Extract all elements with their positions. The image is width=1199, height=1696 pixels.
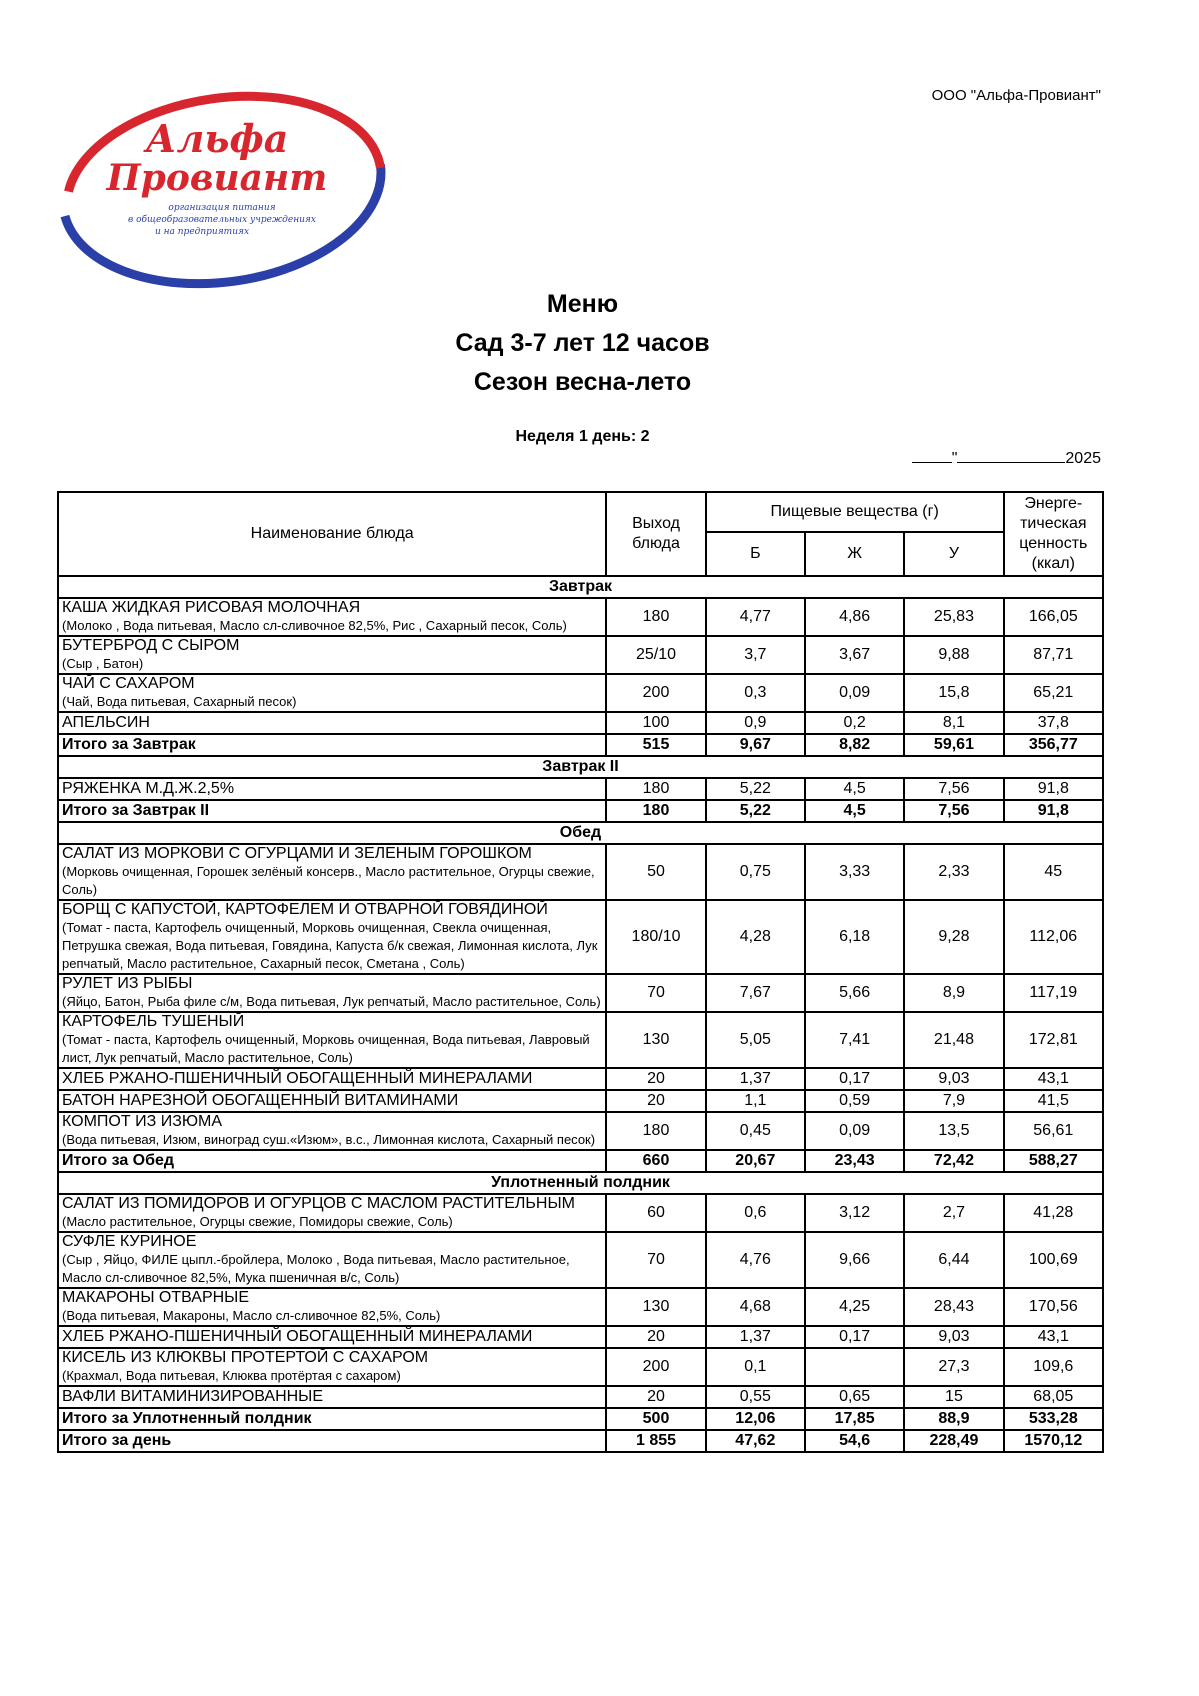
header-u: У — [904, 532, 1003, 576]
company-logo — [52, 80, 392, 295]
section-total-row — [58, 1408, 1103, 1430]
dish-b: 0,45 — [706, 1112, 805, 1150]
dish-title: САЛАТ ИЗ МОРКОВИ С ОГУРЦАМИ И ЗЕЛЕНЫМ ГОРОШКОМ — [62, 845, 532, 862]
dish-kcal: 100,69 — [1004, 1232, 1103, 1288]
dish-kcal: 43,1 — [1004, 1326, 1103, 1348]
date-quote: " — [951, 450, 958, 467]
dish-ingredients: (Масло растительное, Огурцы свежие, Помидоры свежие, Соль) — [62, 1214, 453, 1229]
dish-row — [58, 636, 1103, 674]
dish-u: 15,8 — [904, 674, 1003, 712]
dish-b: 4,68 — [706, 1288, 805, 1326]
dish-kcal: 166,05 — [1004, 598, 1103, 636]
dish-u: 27,3 — [904, 1348, 1003, 1386]
logo-tagline2: в общеобразовательных учреждениях — [128, 215, 316, 225]
dish-u: 21,48 — [904, 1012, 1003, 1068]
dish-row — [58, 1288, 1103, 1326]
total-out: 515 — [606, 734, 705, 756]
dish-title: ВАФЛИ ВИТАМИНИЗИРОВАННЫЕ — [62, 1388, 324, 1405]
dish-kcal: 91,8 — [1004, 778, 1103, 800]
section-row — [58, 576, 1103, 598]
dish-u: 8,1 — [904, 712, 1003, 734]
dish-cell — [58, 1012, 606, 1068]
dish-kcal: 41,5 — [1004, 1090, 1103, 1112]
dish-b: 1,37 — [706, 1326, 805, 1348]
total-u: 59,61 — [904, 734, 1003, 756]
dish-row — [58, 1194, 1103, 1232]
dish-zh: 3,33 — [805, 844, 904, 900]
dish-row — [58, 974, 1103, 1012]
total-b: 9,67 — [706, 734, 805, 756]
dish-cell — [58, 1090, 606, 1112]
dish-row — [58, 1112, 1103, 1150]
dish-ingredients: (Чай, Вода питьевая, Сахарный песок) — [62, 694, 297, 709]
dish-row — [58, 844, 1103, 900]
dish-ingredients: (Вода питьевая, Изюм, виноград суш.«Изюм», в.с., Лимонная кислота, Сахарный песок) — [62, 1132, 596, 1147]
dish-out: 20 — [606, 1326, 705, 1348]
dish-zh: 0,2 — [805, 712, 904, 734]
dish-cell — [58, 636, 606, 674]
date-blank-month — [957, 448, 1065, 463]
dish-kcal: 45 — [1004, 844, 1103, 900]
dish-title: РЯЖЕНКА М.Д.Ж.2,5% — [62, 780, 235, 797]
header-output: Выход блюда — [606, 492, 705, 576]
total-zh: 17,85 — [805, 1408, 904, 1430]
dish-zh: 7,41 — [805, 1012, 904, 1068]
dish-title: АПЕЛЬСИН — [62, 714, 150, 731]
dish-out: 180 — [606, 1112, 705, 1150]
total-b: 5,22 — [706, 800, 805, 822]
dish-b: 0,55 — [706, 1386, 805, 1408]
week-day-label: Неделя 1 день: 2 — [515, 428, 650, 445]
dish-u: 8,9 — [904, 974, 1003, 1012]
dish-title: КАРТОФЕЛЬ ТУШЕНЫЙ — [62, 1013, 245, 1030]
dish-ingredients: (Томат - паста, Картофель очищенный, Морковь очищенная, Свекла очищенная, Петрушка свежая, Вода питьевая, Говядина, Капуста б/к свежая, Лимонная кислота, Лук репчатый, Масло растительное, Сахарный песок, Сметана , Соль) — [62, 920, 598, 971]
dish-zh: 0,09 — [805, 674, 904, 712]
dish-row — [58, 1090, 1103, 1112]
dish-b: 4,77 — [706, 598, 805, 636]
section-name: Завтрак II — [58, 756, 1103, 778]
total-zh: 23,43 — [805, 1150, 904, 1172]
dish-kcal: 112,06 — [1004, 900, 1103, 974]
dish-title: БУТЕРБРОД С СЫРОМ — [62, 637, 240, 654]
total-out: 180 — [606, 800, 705, 822]
dish-row — [58, 1012, 1103, 1068]
dish-b: 0,6 — [706, 1194, 805, 1232]
dish-ingredients: (Крахмал, Вода питьевая, Клюква протёртая с сахаром) — [62, 1368, 401, 1383]
dish-b: 3,7 — [706, 636, 805, 674]
dish-row — [58, 1326, 1103, 1348]
dish-b: 0,9 — [706, 712, 805, 734]
dish-zh: 0,59 — [805, 1090, 904, 1112]
dish-zh: 0,17 — [805, 1068, 904, 1090]
dish-u: 7,9 — [904, 1090, 1003, 1112]
total-b: 20,67 — [706, 1150, 805, 1172]
menu-subtitle: Сад 3-7 лет 12 часов — [455, 329, 710, 357]
date-line — [912, 448, 1101, 468]
total-label: Итого за Уплотненный полдник — [58, 1408, 606, 1430]
dish-kcal: 117,19 — [1004, 974, 1103, 1012]
dish-cell — [58, 1348, 606, 1386]
total-kcal: 356,77 — [1004, 734, 1103, 756]
dish-title: КАША ЖИДКАЯ РИСОВАЯ МОЛОЧНАЯ — [62, 599, 361, 616]
header-b: Б — [706, 532, 805, 576]
dish-kcal: 37,8 — [1004, 712, 1103, 734]
dish-cell — [58, 1068, 606, 1090]
dish-ingredients: (Молоко , Вода питьевая, Масло сл-сливочное 82,5%, Рис , Сахарный песок, Соль) — [62, 618, 567, 633]
dish-b: 5,22 — [706, 778, 805, 800]
dish-out: 180/10 — [606, 900, 705, 974]
dish-title: КИСЕЛЬ ИЗ КЛЮКВЫ ПРОТЕРТОЙ С САХАРОМ — [62, 1349, 429, 1366]
dish-zh: 6,18 — [805, 900, 904, 974]
dish-zh: 0,65 — [805, 1386, 904, 1408]
dish-out: 25/10 — [606, 636, 705, 674]
total-u: 7,56 — [904, 800, 1003, 822]
company-name: ООО "Альфа-Провиант" — [931, 87, 1101, 104]
dish-ingredients: (Сыр , Яйцо, ФИЛЕ цыпл.-бройлера, Молоко , Вода питьевая, Масло растительное, Масло сл-сливочное 82,5%, Мука пшеничная в/с, Соль) — [62, 1252, 570, 1285]
dish-ingredients: (Яйцо, Батон, Рыба филе с/м, Вода питьевая, Лук репчатый, Масло растительное, Соль) — [62, 994, 601, 1009]
logo-line2: Провиант — [106, 157, 328, 199]
dish-u: 9,03 — [904, 1326, 1003, 1348]
dish-row — [58, 674, 1103, 712]
dish-cell — [58, 598, 606, 636]
menu-title: Меню — [546, 290, 619, 318]
menu-season: Сезон весна-лето — [473, 368, 692, 396]
dish-kcal: 43,1 — [1004, 1068, 1103, 1090]
dish-row — [58, 778, 1103, 800]
dish-zh: 4,25 — [805, 1288, 904, 1326]
dish-b: 1,37 — [706, 1068, 805, 1090]
dish-ingredients: (Вода питьевая, Макароны, Масло сл-сливочное 82,5%, Соль) — [62, 1308, 441, 1323]
dish-cell — [58, 712, 606, 734]
menu-table — [57, 491, 1104, 1453]
dish-u: 9,03 — [904, 1068, 1003, 1090]
dish-b: 0,75 — [706, 844, 805, 900]
day-total-out: 1 855 — [606, 1430, 705, 1452]
dish-out: 70 — [606, 974, 705, 1012]
dish-cell — [58, 974, 606, 1012]
dish-b: 1,1 — [706, 1090, 805, 1112]
section-name: Уплотненный полдник — [58, 1172, 1103, 1194]
logo-tagline3: и на предприятиях — [154, 227, 250, 237]
total-u: 72,42 — [904, 1150, 1003, 1172]
day-total-kcal: 1570,12 — [1004, 1430, 1103, 1452]
dish-zh: 5,66 — [805, 974, 904, 1012]
dish-out: 180 — [606, 598, 705, 636]
dish-b: 4,28 — [706, 900, 805, 974]
section-total-row — [58, 734, 1103, 756]
dish-u: 13,5 — [904, 1112, 1003, 1150]
section-row — [58, 756, 1103, 778]
dish-kcal: 56,61 — [1004, 1112, 1103, 1150]
total-kcal: 91,8 — [1004, 800, 1103, 822]
dish-cell — [58, 900, 606, 974]
logo-tagline1: организация питания — [168, 203, 276, 213]
date-blank-day — [912, 448, 952, 463]
header-energy: Энерге-тическая ценность (ккал) — [1004, 492, 1103, 576]
dish-row — [58, 1348, 1103, 1386]
day-total-row — [58, 1430, 1103, 1452]
dish-ingredients: (Морковь очищенная, Горошек зелёный консерв., Масло растительное, Огурцы свежие, Соль) — [62, 864, 595, 897]
dish-b: 7,67 — [706, 974, 805, 1012]
day-total-label: Итого за день — [58, 1430, 606, 1452]
menu-table-body — [58, 576, 1103, 1452]
dish-zh: 0,17 — [805, 1326, 904, 1348]
dish-title: БАТОН НАРЕЗНОЙ ОБОГАЩЕННЫЙ ВИТАМИНАМИ — [62, 1092, 459, 1109]
total-out: 500 — [606, 1408, 705, 1430]
dish-u: 2,7 — [904, 1194, 1003, 1232]
dish-cell — [58, 1112, 606, 1150]
dish-u: 25,83 — [904, 598, 1003, 636]
dish-cell — [58, 844, 606, 900]
dish-out: 180 — [606, 778, 705, 800]
dish-kcal: 41,28 — [1004, 1194, 1103, 1232]
dish-zh: 9,66 — [805, 1232, 904, 1288]
dish-kcal: 65,21 — [1004, 674, 1103, 712]
total-u: 88,9 — [904, 1408, 1003, 1430]
section-name: Завтрак — [58, 576, 1103, 598]
dish-b: 5,05 — [706, 1012, 805, 1068]
section-row — [58, 822, 1103, 844]
dish-zh: 3,67 — [805, 636, 904, 674]
total-kcal: 533,28 — [1004, 1408, 1103, 1430]
day-total-b: 47,62 — [706, 1430, 805, 1452]
dish-title: ХЛЕБ РЖАНО-ПШЕНИЧНЫЙ ОБОГАЩЕННЫЙ МИНЕРАЛАМИ — [62, 1328, 533, 1345]
dish-out: 20 — [606, 1386, 705, 1408]
dish-zh: 3,12 — [805, 1194, 904, 1232]
section-row — [58, 1172, 1103, 1194]
dish-title: ХЛЕБ РЖАНО-ПШЕНИЧНЫЙ ОБОГАЩЕННЫЙ МИНЕРАЛАМИ — [62, 1070, 533, 1087]
dish-title: БОРЩ С КАПУСТОЙ, КАРТОФЕЛЕМ И ОТВАРНОЙ ГОВЯДИНОЙ — [62, 901, 548, 918]
total-label: Итого за Обед — [58, 1150, 606, 1172]
total-zh: 8,82 — [805, 734, 904, 756]
dish-zh: 4,86 — [805, 598, 904, 636]
dish-u: 9,88 — [904, 636, 1003, 674]
dish-ingredients: (Сыр , Батон) — [62, 656, 144, 671]
dish-ingredients: (Томат - паста, Картофель очищенный, Морковь очищенная, Вода питьевая, Лавровый лист, Лук репчатый, Масло растительное, Соль) — [62, 1032, 590, 1065]
dish-out: 200 — [606, 1348, 705, 1386]
total-zh: 4,5 — [805, 800, 904, 822]
dish-title: СУФЛЕ КУРИНОЕ — [62, 1233, 197, 1250]
dish-cell — [58, 1386, 606, 1408]
dish-cell — [58, 1232, 606, 1288]
header-name: Наименование блюда — [58, 492, 606, 576]
dish-kcal: 87,71 — [1004, 636, 1103, 674]
dish-kcal: 172,81 — [1004, 1012, 1103, 1068]
dish-row — [58, 1232, 1103, 1288]
dish-row — [58, 900, 1103, 974]
dish-cell — [58, 1194, 606, 1232]
dish-u: 6,44 — [904, 1232, 1003, 1288]
logo-line1: Альфа — [145, 116, 289, 161]
date-year: 2025 — [1065, 450, 1101, 467]
dish-u: 7,56 — [904, 778, 1003, 800]
dish-cell — [58, 1288, 606, 1326]
total-label: Итого за Завтрак II — [58, 800, 606, 822]
dish-kcal: 170,56 — [1004, 1288, 1103, 1326]
dish-title: КОМПОТ ИЗ ИЗЮМА — [62, 1113, 223, 1130]
dish-row — [58, 1386, 1103, 1408]
dish-u: 15 — [904, 1386, 1003, 1408]
day-total-u: 228,49 — [904, 1430, 1003, 1452]
dish-b: 0,1 — [706, 1348, 805, 1386]
dish-title: САЛАТ ИЗ ПОМИДОРОВ И ОГУРЦОВ С МАСЛОМ РАСТИТЕЛЬНЫМ — [62, 1195, 575, 1212]
dish-out: 130 — [606, 1288, 705, 1326]
day-total-zh: 54,6 — [805, 1430, 904, 1452]
dish-b: 4,76 — [706, 1232, 805, 1288]
dish-title: МАКАРОНЫ ОТВАРНЫЕ — [62, 1289, 250, 1306]
section-total-row — [58, 1150, 1103, 1172]
dish-row — [58, 712, 1103, 734]
dish-out: 50 — [606, 844, 705, 900]
dish-u: 28,43 — [904, 1288, 1003, 1326]
header-nutrients: Пищевые вещества (г) — [706, 492, 1004, 532]
dish-out: 100 — [606, 712, 705, 734]
dish-out: 20 — [606, 1068, 705, 1090]
dish-cell — [58, 674, 606, 712]
dish-u: 9,28 — [904, 900, 1003, 974]
dish-row — [58, 1068, 1103, 1090]
total-kcal: 588,27 — [1004, 1150, 1103, 1172]
dish-kcal: 109,6 — [1004, 1348, 1103, 1386]
total-out: 660 — [606, 1150, 705, 1172]
dish-zh: 0,09 — [805, 1112, 904, 1150]
dish-title: ЧАЙ С САХАРОМ — [62, 675, 195, 692]
section-total-row — [58, 800, 1103, 822]
dish-cell — [58, 1326, 606, 1348]
total-b: 12,06 — [706, 1408, 805, 1430]
dish-u: 2,33 — [904, 844, 1003, 900]
dish-out: 200 — [606, 674, 705, 712]
dish-row — [58, 598, 1103, 636]
total-label: Итого за Завтрак — [58, 734, 606, 756]
dish-b: 0,3 — [706, 674, 805, 712]
dish-out: 70 — [606, 1232, 705, 1288]
dish-zh — [805, 1348, 904, 1386]
section-name: Обед — [58, 822, 1103, 844]
dish-kcal: 68,05 — [1004, 1386, 1103, 1408]
dish-zh: 4,5 — [805, 778, 904, 800]
dish-title: РУЛЕТ ИЗ РЫБЫ — [62, 975, 193, 992]
dish-out: 60 — [606, 1194, 705, 1232]
dish-cell — [58, 778, 606, 800]
header-zh: Ж — [805, 532, 904, 576]
dish-out: 130 — [606, 1012, 705, 1068]
dish-out: 20 — [606, 1090, 705, 1112]
